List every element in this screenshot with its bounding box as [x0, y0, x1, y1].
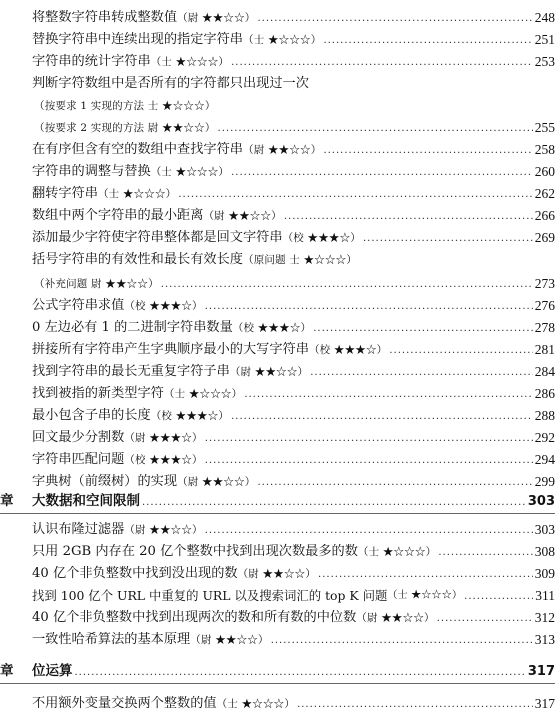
entry-title: 拼接所有字符串产生字典顺序最小的大写字符串: [32, 342, 309, 357]
toc-entry[interactable]: [0, 202, 555, 224]
entry-subline: （按要求 2 实现的方法 尉 ★★☆☆）: [34, 122, 216, 134]
toc-entry[interactable]: [0, 292, 555, 314]
dot-leader: [205, 524, 533, 538]
toc-entry-subline: [0, 114, 555, 136]
toc-entry[interactable]: [0, 358, 555, 380]
toc-entry[interactable]: [0, 314, 555, 336]
entry-title: 括号字符串的有效性和最长有效长度: [32, 252, 243, 267]
page-number: 313: [534, 632, 555, 647]
toc-entry[interactable]: [0, 180, 555, 202]
entry-title: 找到被指的新类型字符: [32, 386, 164, 401]
dot-leader: [244, 388, 532, 402]
page-number: 258: [534, 142, 555, 157]
difficulty-rating: （校 ★★★☆）: [282, 232, 361, 244]
toc-entry[interactable]: [0, 48, 555, 70]
page-number: 253: [534, 54, 555, 69]
toc-entry[interactable]: [0, 26, 555, 48]
difficulty-rating: （士 ★☆☆☆）: [97, 188, 177, 200]
toc-entry[interactable]: [0, 136, 555, 158]
entry-title: 最小包含子串的长度: [32, 408, 151, 423]
difficulty-rating: （士 ★☆☆☆）: [357, 546, 437, 558]
entry-title: 判断字符数组中是否所有的字符都只出现过一次: [32, 76, 309, 91]
dot-leader: [258, 12, 533, 26]
entry-title: 只用 2GB 内存在 20 亿个整数中找到出现次数最多的数: [32, 544, 358, 559]
difficulty-rating: （校 ★★★☆）: [124, 300, 203, 312]
difficulty-rating: （校 ★★★☆）: [150, 410, 230, 422]
page-number: 266: [534, 208, 555, 223]
toc-entry[interactable]: [0, 380, 555, 402]
entry-title: 在有序但含有空的数组中查找字符串: [32, 142, 243, 157]
dot-leader: [231, 56, 533, 70]
chapter-title: 大数据和空间限制: [32, 493, 140, 509]
page-number: 303: [534, 522, 555, 537]
chapter-divider: [0, 683, 555, 684]
dot-leader: [75, 666, 526, 680]
entry-title: 将整数字符串转成整数值: [32, 10, 178, 25]
page-number: 248: [534, 10, 555, 25]
entry-title: 找到 100 亿个 URL 中重复的 URL 以及搜索词汇的 top K 问题: [32, 588, 388, 603]
dot-leader: [313, 322, 533, 336]
page-number: 273: [534, 276, 555, 291]
difficulty-rating: （士 ★☆☆☆）: [163, 388, 243, 400]
difficulty-rating: （尉 ★★☆☆）: [243, 144, 322, 156]
chapter-title: 位运算: [32, 663, 73, 679]
difficulty-rating: （尉 ★★☆☆）: [229, 366, 309, 378]
difficulty-rating: （尉 ★★☆☆）: [203, 210, 282, 222]
toc-entry[interactable]: [0, 446, 555, 468]
difficulty-rating: （尉 ★★☆☆）: [177, 476, 256, 488]
page-number: 308: [534, 544, 555, 559]
entry-title: 公式字符串求值: [32, 298, 125, 313]
dot-leader: [284, 210, 533, 224]
dot-leader: [271, 634, 533, 648]
difficulty-rating: （尉 ★★☆☆）: [124, 524, 203, 536]
page-number: 284: [534, 364, 555, 379]
page-number: 317: [534, 696, 555, 711]
dot-leader: [437, 612, 533, 626]
entry-title: 找到字符串的最长无重复字符子串: [32, 364, 230, 379]
dot-leader: [323, 144, 532, 158]
difficulty-rating: （原问题 士 ★☆☆☆）: [243, 254, 358, 266]
difficulty-rating: （士 ★☆☆☆）: [243, 34, 322, 46]
dot-leader: [464, 590, 533, 604]
page-number: 262: [534, 186, 555, 201]
page-number: 312: [534, 610, 555, 625]
page-number: 309: [534, 566, 555, 581]
toc-entry[interactable]: [0, 336, 555, 358]
difficulty-rating: （士 ★☆☆☆）: [216, 698, 296, 710]
dot-leader: [205, 454, 533, 468]
entry-title: 回文最少分割数: [32, 430, 125, 445]
difficulty-rating: （校 ★★★☆）: [232, 322, 312, 334]
toc-entry-multiline[interactable]: [0, 70, 555, 92]
entry-title: 字符串匹配问题: [32, 452, 125, 467]
entry-title: 数组中两个字符串的最小距离: [32, 208, 204, 223]
entry-subline: （按要求 1 实现的方法 士 ★☆☆☆）: [34, 100, 216, 112]
toc-entry[interactable]: [0, 158, 555, 180]
dot-leader: [297, 698, 533, 712]
page-number: 294: [534, 452, 555, 467]
entry-title: 40 亿个非负整数中找到没出现的数: [32, 566, 238, 581]
entry-title: 字典树（前缀树）的实现: [32, 474, 178, 489]
page-number: 278: [534, 320, 555, 335]
toc-entry-subline: [0, 92, 555, 114]
page-number: 303: [527, 494, 555, 509]
difficulty-rating: （尉 ★★☆☆）: [237, 568, 317, 580]
dot-leader: [178, 188, 532, 202]
entry-title: 0 左边必有 1 的二进制字符串数量: [32, 320, 233, 335]
toc-entry[interactable]: [0, 4, 555, 26]
difficulty-rating: （尉 ★★☆☆）: [177, 12, 256, 24]
difficulty-rating: （校 ★★★☆）: [308, 344, 388, 356]
difficulty-rating: （士 ★☆☆☆）: [150, 56, 230, 68]
entry-title: 翻转字符串: [32, 186, 98, 201]
toc-entry[interactable]: [0, 538, 555, 560]
dot-leader: [323, 34, 532, 48]
toc-entry[interactable]: [0, 604, 555, 626]
entry-subline: （补充问题 尉 ★★☆☆）: [34, 278, 159, 290]
dot-leader: [161, 278, 533, 292]
entry-title: 字符串的统计字符串: [32, 54, 151, 69]
page-number: 292: [534, 430, 555, 445]
difficulty-rating: （尉 ★★☆☆）: [356, 612, 435, 624]
toc-entry[interactable]: [0, 690, 555, 712]
page-number: 276: [534, 298, 555, 313]
entry-title: 一致性哈希算法的基本原理: [32, 632, 191, 647]
dot-leader: [389, 344, 532, 358]
dot-leader: [218, 122, 533, 136]
toc-entry[interactable]: [0, 402, 555, 424]
dot-leader: [205, 432, 533, 446]
page-number: 281: [534, 342, 555, 357]
difficulty-rating: （校 ★★★☆）: [124, 454, 203, 466]
toc-entry-multiline[interactable]: [0, 246, 555, 268]
toc-entry[interactable]: [0, 516, 555, 538]
chapter-divider: [0, 513, 555, 514]
toc-entry-subline: [0, 270, 555, 292]
entry-title: 字符串的调整与替换: [32, 164, 151, 179]
dot-leader: [231, 410, 533, 424]
chapter-heading[interactable]: [0, 656, 555, 680]
dot-leader: [438, 546, 532, 560]
entry-title: 40 亿个非负整数中找到出现两次的数和所有数的中位数: [32, 610, 357, 625]
dot-leader: [205, 300, 533, 314]
dot-leader: [310, 366, 533, 380]
page-number: 286: [534, 386, 555, 401]
page-number: 311: [535, 588, 555, 603]
toc-entry[interactable]: [0, 582, 555, 604]
entry-title: 认识布隆过滤器: [32, 522, 125, 537]
page-number: 269: [534, 230, 555, 245]
toc-entry[interactable]: [0, 626, 555, 648]
dot-leader: [363, 232, 533, 246]
difficulty-rating: （尉 ★★★☆）: [124, 432, 203, 444]
toc-entry[interactable]: [0, 560, 555, 582]
page-number: 251: [534, 32, 555, 47]
page-number: 288: [534, 408, 555, 423]
chapter-heading[interactable]: [0, 486, 555, 510]
entry-title: 不用额外变量交换两个整数的值: [32, 696, 217, 711]
entry-title: 添加最少字符使字符串整体都是回文字符串: [32, 230, 283, 245]
entry-title: 替换字符串中连续出现的指定字符串: [32, 32, 243, 47]
page-number: 260: [534, 164, 555, 179]
toc-entry[interactable]: [0, 224, 555, 246]
difficulty-rating: （尉 ★★☆☆）: [190, 634, 269, 646]
chapter-label: 章: [0, 493, 14, 509]
difficulty-rating: （士 ★☆☆☆）: [387, 590, 463, 601]
page-number: 255: [534, 120, 555, 135]
page-number: 317: [527, 664, 555, 679]
dot-leader: [231, 166, 533, 180]
chapter-label: 章: [0, 663, 14, 679]
difficulty-rating: （士 ★☆☆☆）: [150, 166, 230, 178]
page-number: 299: [534, 474, 555, 489]
dot-leader: [318, 568, 533, 582]
toc-entry[interactable]: [0, 424, 555, 446]
dot-leader: [142, 496, 526, 510]
